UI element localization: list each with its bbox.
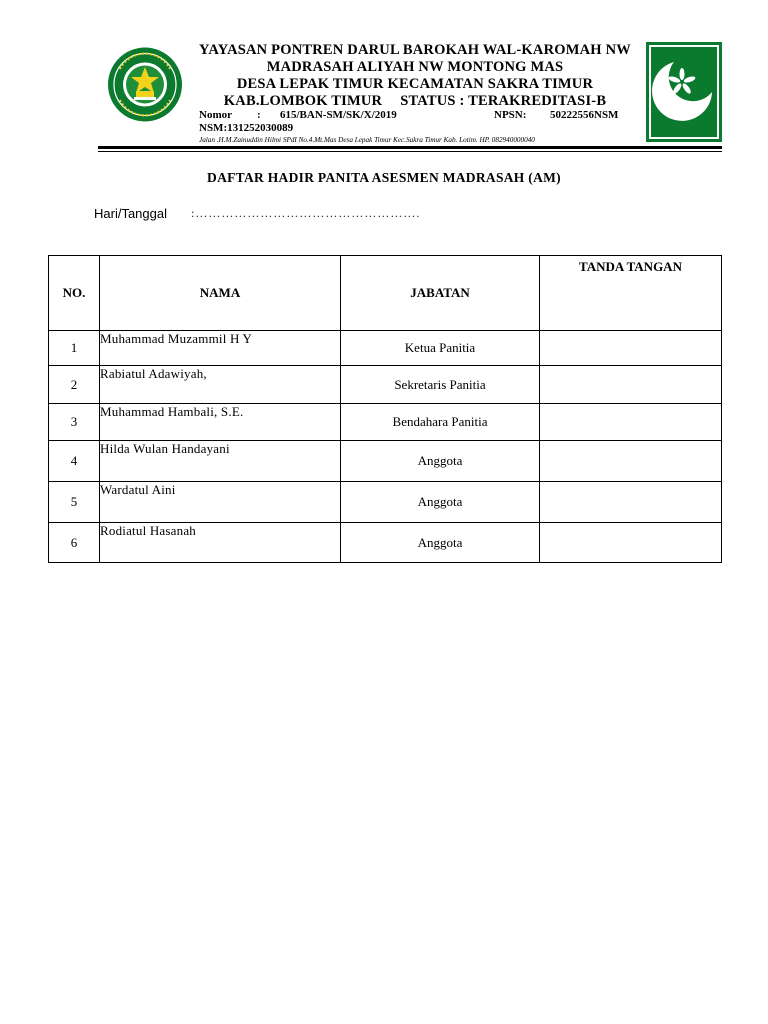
signature-cell[interactable] [540,441,722,482]
letterhead-divider-thin [98,151,722,152]
signature-cell[interactable] [540,482,722,523]
row-number: 2 [49,366,100,404]
member-role: Anggota [341,441,540,482]
row-number: 4 [49,441,100,482]
header-no: NO. [49,256,100,331]
accreditation-status: STATUS : TERAKREDITASI-B [400,93,607,109]
member-role: Anggota [341,523,540,563]
row-number: 6 [49,523,100,563]
table-row [49,331,722,366]
row-number: 3 [49,404,100,441]
school-address: Jalan .H.M.Zainuddin Hilmi SPdI No.4.Mt.Mas Desa Lepak Timur Kec.Sakra Timur Kab. Lotim. HP. 082940000040 [199,136,535,144]
school-emblem-icon [106,47,184,122]
page-title: DAFTAR HADIR PANITA ASESMEN MADRASAH (AM) [207,170,561,185]
table-row [49,441,722,482]
member-name: Muhammad Muzammil H Y [100,331,341,366]
date-fill-line: :……………………………………………. [191,206,421,220]
member-role: Bendahara Panitia [341,404,540,441]
signature-cell[interactable] [540,404,722,441]
signature-cell[interactable] [540,331,722,366]
nomor-separator: : [257,109,261,121]
nomor-label: Nomor [199,109,232,121]
attendance-table [48,255,722,563]
school-district-status [195,93,635,110]
row-number: 5 [49,482,100,523]
npsn-value: 50222556NSM [550,109,619,121]
registration-line [199,109,635,123]
school-regency: KAB.LOMBOK TIMUR [223,93,383,109]
member-name: Hilda Wulan Handayani [100,441,341,482]
header-nama: NAMA [100,256,341,331]
npsn-label: NPSN: [494,109,527,121]
table-row [49,523,722,563]
signature-cell[interactable] [540,523,722,563]
nomor-value: 615/BAN-SM/SK/X/2019 [280,109,397,121]
member-name: Muhammad Hambali, S.E. [100,404,341,441]
letterhead [195,42,635,110]
date-label: Hari/Tanggal [94,206,167,221]
member-name: Wardatul Aini [100,482,341,523]
member-name: Rabiatul Adawiyah, [100,366,341,404]
signature-cell[interactable] [540,366,722,404]
header-tanda-tangan: TANDA TANGAN [540,256,722,331]
member-role: Ketua Panitia [341,331,540,366]
school-village: DESA LEPAK TIMUR KECAMATAN SAKRA TIMUR [236,76,594,92]
letterhead-divider-thick [98,146,722,149]
table-row [49,482,722,523]
row-number: 1 [49,331,100,366]
school-name: MADRASAH ALIYAH NW MONTONG MAS [266,59,564,75]
table-header-row [49,256,722,331]
member-role: Anggota [341,482,540,523]
table-row [49,366,722,404]
nsm-number: NSM:131252030089 [199,122,294,134]
member-role: Sekretaris Panitia [341,366,540,404]
member-name: Rodiatul Hasanah [100,523,341,563]
nw-crescent-star-icon [646,42,722,142]
header-jabatan: JABATAN [341,256,540,331]
foundation-name: YAYASAN PONTREN DARUL BAROKAH WAL-KAROMAH NW [199,42,631,58]
table-row [49,404,722,441]
